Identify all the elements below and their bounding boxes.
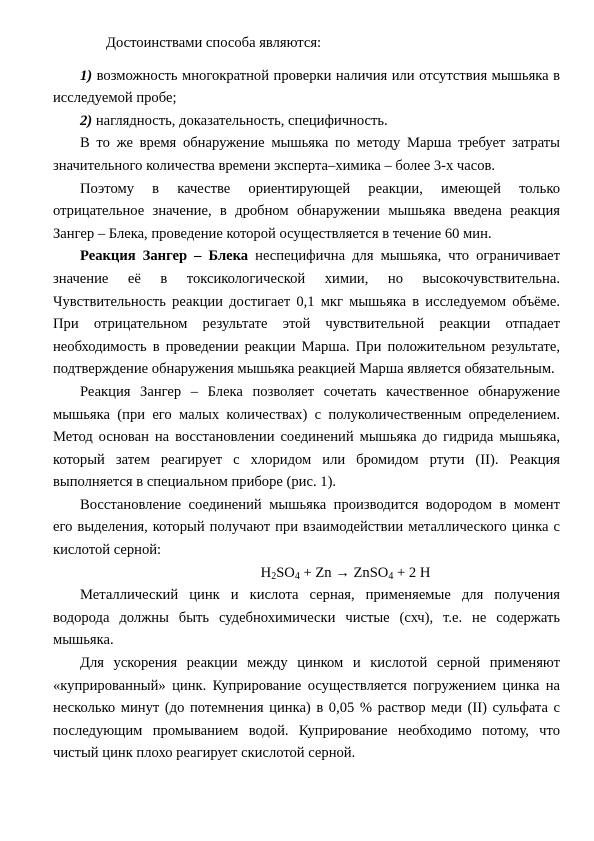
paragraph-cupration: Для ускорения реакции между цинком и кислотой серной применяют «купрированный» цинк. Куприрование осуществляется погружением цинка на несколько минут (до потемнения цинка) в 0,05 % раствор меди (II) сульфата с последующим промыванием водой. Куприрование необходимо потому, что чистый цинк плохо реагирует скислотой серной. (53, 655, 560, 762)
advantage-item-1 (53, 65, 560, 110)
arrow-symbol: → (335, 564, 350, 581)
paragraph-marsh-time: В то же время обнаружение мышьяка по методу Марша требует затраты значительного количества времени эксперта–химика – более 3-х часов. (53, 135, 560, 174)
paragraph-text: неспецифична для мышьяка, что ограничивает значение её в токсикологической химии, но высокочувствительна. Чувствительность реакции достигает 0,1 мкг мышьяка в исследуемом объёме. При отрицательном результате этой чувствительной реакции отпадает необходимость в проведении реакции Марша. При положительном результате, подтверждение обнаружения мышьяка реакцией Марша является обязательным. (53, 248, 560, 378)
advantages-heading: Достоинствами способа являются: (106, 35, 322, 51)
paragraph-orienting-reaction: Поэтому в качестве ориентирующей реакции, имеющей только отрицательное значение, в дробном обнаружении мышьяка введена реакция Зангер – Блека, проведение которой осуществляется в течение 60 мин. (53, 180, 560, 242)
item-text: возможность многократной проверки наличия или отсутствия мышьяка в исследуемой пробе; (53, 67, 560, 107)
item-text: наглядность, доказательность, специфичность. (92, 112, 388, 129)
paragraph-pure-reagents: Металлический цинк и кислота серная, применяемые для получения водорода должны быть судебнохимически чистые (схч), т.е. не содержать мышьяка. (53, 587, 560, 649)
paragraph-method: Реакция Зангер – Блека позволяет сочетать качественное обнаружение мышьяка (при его малых количествах) с полуколичественным определением. Метод основан на восстановлении соединений мышьяка до гидрида мышьяка, который затем реагирует с хлоридом или бромидом ртути (II). Реакция выполняется в специальном приборе (рис. 1). (53, 383, 560, 491)
item-number: 2) (80, 112, 93, 129)
item-number: 1) (80, 67, 93, 84)
advantage-item-2 (53, 110, 560, 133)
paragraph-reduction: Восстановление соединений мышьяка производится водородом в момент его выделения, который получают при взаимодействии металлического цинка с кислотой серной: (53, 496, 560, 559)
paragraph-sanger-black (53, 245, 560, 381)
document-body (53, 32, 560, 765)
bold-term: Реакция Зангер – Блека (80, 248, 249, 265)
chemical-equation: $H_2SO_4 + Zn$ → ZnSO$_4$ + 2 H (260, 564, 431, 582)
